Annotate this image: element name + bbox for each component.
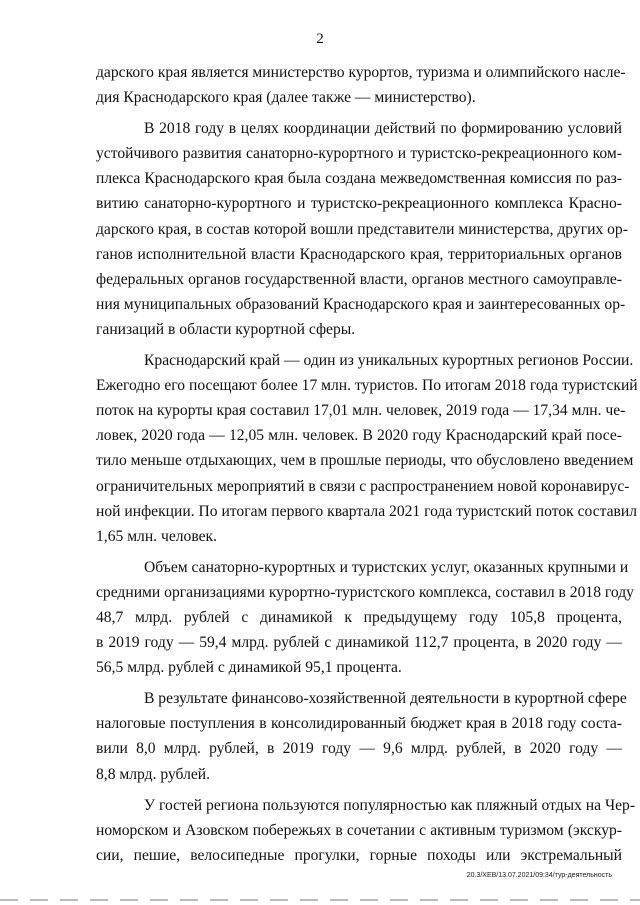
page-number: 2 (316, 31, 324, 47)
text-line: Объем санаторно-курортных и туристских услуг, оказанных крупными и (144, 558, 629, 576)
text-line: 8,8 млрд. рублей. (96, 765, 211, 783)
text-line: номорском и Азовском побережьях в сочетании с активным туризмом (экскур- (96, 821, 622, 839)
text-line: дия Краснодарского края (далее также — министерство). (96, 89, 476, 107)
text-line: Ежегодно его посещают более 17 млн. туристов. По итогам 2018 года туристский (96, 377, 638, 395)
text-line: У гостей региона пользуются популярностью как пляжный отдых на Чер- (144, 796, 636, 814)
text-line: налоговые поступления в консолидированный бюджет края в 2018 году соста- (96, 715, 622, 733)
paragraph-commission (96, 116, 628, 342)
text-line: тило меньше отдыхающих, чем в прошлые периоды, что обусловлено введением (96, 452, 634, 470)
text-line: ловек, 2020 года — 12,05 млн. человек. В 2020 году Краснодарский край посе- (96, 427, 622, 445)
text-line: плекса Краснодарского края была создана межведомственная комиссия по раз- (96, 170, 622, 188)
paragraph-services-volume (96, 555, 634, 680)
text-line: В результате финансово-хозяйственной деятельности в курортной сфере (144, 690, 627, 708)
text-line: поток на курорты края составил 17,01 млн. человек, 2019 года — 17,34 млн. че- (96, 402, 626, 420)
text-line: витию санаторно-курортного и туристско-рекреационного комплекса Красно- (96, 195, 622, 213)
paragraph-tourist-flow (96, 348, 638, 549)
text-line: В 2018 году в целях координации действий по формированию условий (144, 120, 622, 138)
text-line: в 2019 году — 59,4 млрд. рублей с динамикой 112,7 процента, в 2020 году — (96, 634, 622, 652)
document-body (96, 60, 638, 868)
text-line: ганов исполнительной власти Краснодарского края, территориальных органов (96, 245, 622, 263)
text-line: ной инфекции. По итогам первого квартала 2021 года туристский поток составил (96, 502, 638, 520)
text-line: федеральных органов государственной власти, органов местного самоуправле- (96, 270, 622, 288)
text-line: 1,65 млн. человек. (96, 527, 217, 545)
paragraph-continuation (96, 60, 626, 110)
text-line: средними организациями курортно-туристского комплекса, составил в 2018 году (96, 583, 634, 601)
document-registration-code: 20.3/ХЕВ/13.07.2021/09:34/тур-деятельность (466, 872, 612, 879)
paragraph-tax-revenue (96, 686, 627, 786)
text-line: 56,5 млрд. рублей с динамикой 95,1 процента. (96, 659, 402, 677)
text-line: дарского края, в состав которой вошли представители министерства, других ор- (96, 220, 628, 238)
text-line: ограничительных мероприятий в связи с распространением новой коронавирус- (96, 477, 630, 495)
paragraph-guest-preferences (96, 793, 636, 868)
text-line: ния муниципальных образований Краснодарского края и заинтересованных ор- (96, 295, 626, 313)
text-line: устойчивого развития санаторно-курортного и туристско-рекреационного ком- (96, 145, 622, 163)
text-line: сии, пешие, велосипедные прогулки, горные походы или экстремальный (96, 846, 622, 864)
text-line: ганизаций в области курортной сферы. (96, 320, 356, 338)
text-line: Краснодарский край — один из уникальных курортных регионов России. (144, 352, 634, 370)
text-line: 48,7 млрд. рублей с динамикой к предыдущему году 105,8 процента, (96, 608, 622, 626)
text-line: дарского края является министерство курортов, туризма и олимпийского насле- (96, 64, 626, 81)
scan-edge-divider (0, 899, 640, 901)
text-line: вили 8,0 млрд. рублей, в 2019 году — 9,6 млрд. рублей, в 2020 году — (96, 740, 622, 758)
